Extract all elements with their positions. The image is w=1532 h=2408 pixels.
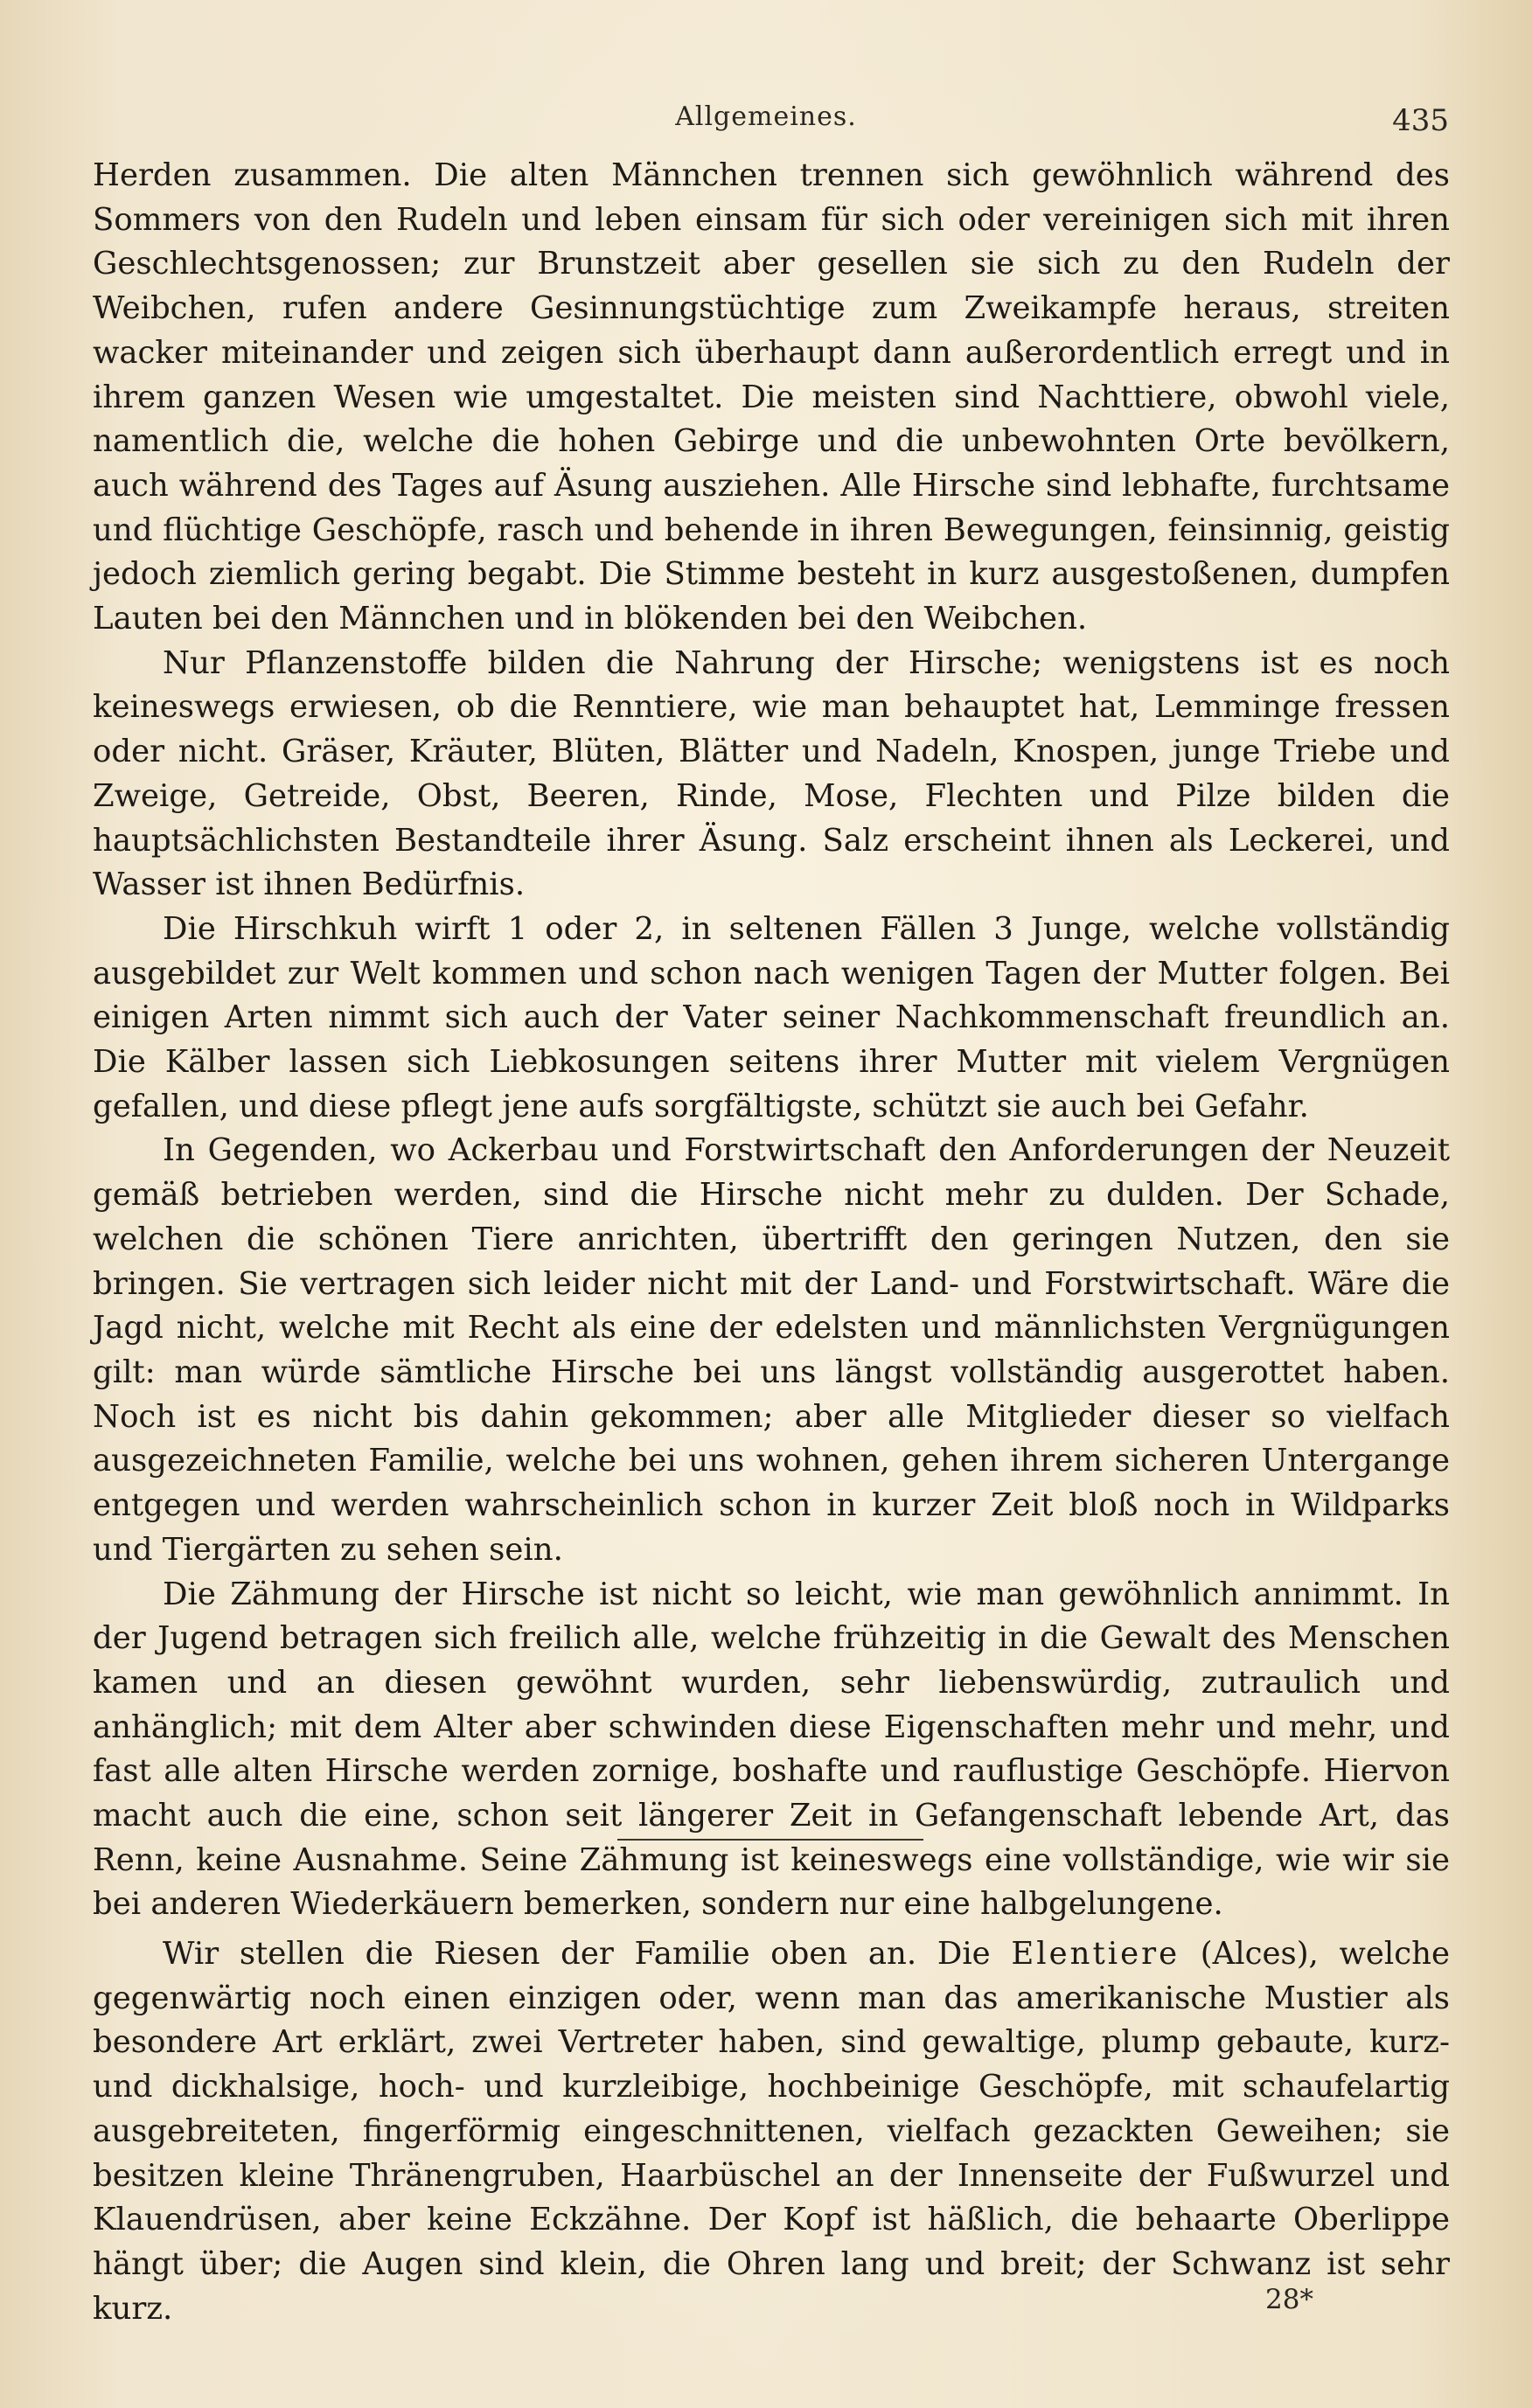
paragraph-1: Herden zusammen. Die alten Männchen trennen sich gewöhnlich während des Sommers von den Rudeln und leben einsam für sich oder vereinigen sich mit ihren Geschlechtsgenossen; zur Brunstzeit aber gesellen sie sich zu den Rudeln der Weibchen, rufen andere Gesinnungstüchtige zum Zweikampfe heraus, streiten wacker miteinander und zeigen sich überhaupt dann außerordentlich erregt und in ihrem ganzen Wesen wie umgestaltet. Die meisten sind Nachttiere, obwohl viele, namentlich die, welche die hohen Gebirge und die unbewohnten Orte bevölkern, auch während des Tages auf Äsung ausziehen. Alle Hirsche sind lebhafte, furchtsame und flüchtige Geschöpfe, rasch und behende in ihren Bewegungen, feinsinnig, geistig jedoch ziemlich gering begabt. Die Stimme besteht in kurz ausgestoßenen, dumpfen Lauten bei den Männchen und in blökenden bei den Weibchen. bbox=[93, 157, 1450, 637]
term-elentiere: Elentiere bbox=[1011, 1936, 1180, 1972]
main-text bbox=[93, 154, 1450, 1927]
signature-mark: 28* bbox=[1265, 2284, 1313, 2315]
paragraph-4: In Gegenden, wo Ackerbau und Forstwirtschaft den Anforderungen der Neuzeit gemäß betrieben werden, sind die Hirsche nicht mehr zu dulden. Der Schade, welchen die schönen Tiere anrichten, übertrifft den geringen Nutzen, den sie bringen. Sie vertragen sich leider nicht mit der Land- und Forstwirtschaft. Wäre die Jagd nicht, welche mit Recht als eine der edelsten und männlichsten Vergnügungen gilt: man würde sämtliche Hirsche bei uns längst vollständig ausgerottet haben. Noch ist es nicht bis dahin gekommen; aber alle Mitglieder dieser so vielfach ausgezeichneten Familie, welche bei uns wohnen, gehen ihrem sicheren Untergange entgegen und werden wahrscheinlich schon in kurzer Zeit bloß noch in Wildparks und Tiergärten zu sehen sein. bbox=[93, 1132, 1450, 1568]
running-head: Allgemeines. bbox=[675, 101, 857, 132]
paragraph-5: Die Zähmung der Hirsche ist nicht so leicht, wie man gewöhnlich annimmt. In der Jugend betragen sich freilich alle, welche frühzeitig in die Gewalt des Menschen kamen und an diesen gewöhnt wurden, sehr liebenswürdig, zutraulich und anhänglich; mit dem Alter aber schwinden diese Eigenschaften mehr und mehr, und fast alle alten Hirsche werden zornige, boshafte und rauflustige Geschöpfe. Hiervon macht auch die eine, schon seit längerer Zeit in Gefangenschaft lebende Art, das Renn, keine Ausnahme. Seine Zähmung ist keineswegs eine vollständige, wie wir sie bei anderen Wiederkäuern bemerken, sondern nur eine halbgelungene. bbox=[93, 1576, 1450, 1923]
paragraph-2: Nur Pflanzenstoffe bilden die Nahrung der Hirsche; wenigstens ist es noch keineswegs erwiesen, ob die Renntiere, wie man behauptet hat, Lemminge fressen oder nicht. Gräser, Kräuter, Blüten, Blätter und Nadeln, Knospen, junge Triebe und Zweige, Getreide, Obst, Beeren, Rinde, Mose, Flechten und Pilze bilden die hauptsächlichsten Bestandteile ihrer Äsung. Salz erscheint ihnen als Leckerei, und Wasser ist ihnen Bedürfnis. bbox=[93, 644, 1450, 903]
section-divider bbox=[617, 1839, 923, 1841]
paragraph-3: Die Hirschkuh wirft 1 oder 2, in seltenen Fällen 3 Junge, welche vollständig ausgebildet zur Welt kommen und schon nach wenigen Tagen der Mutter folgen. Bei einigen Arten nimmt sich auch der Vater seiner Nachkommenschaft freundlich an. Die Kälber lassen sich Liebkosungen seitens ihrer Mutter mit vielem Vergnügen gefallen, und diese pflegt jene aufs sorgfältigste, schützt sie auch bei Gefahr. bbox=[93, 910, 1450, 1124]
paragraph-6 bbox=[93, 1932, 1450, 2331]
page-number: 435 bbox=[1392, 103, 1449, 138]
paragraph-6-rest: , welche gegenwärtig noch einen einzigen oder, wenn man das amerikanische Mustier als besondere Art erklärt, zwei Vertreter haben, sind gewaltige, plump gebaute, kurz- und dickhalsige, hoch- und kurzleibige, hochbeinige Geschöpfe, mit schaufelartig ausgebreiteten, fingerförmig eingeschnittenen, vielfach gezackten Geweihen; sie besitzen kleine Thränengruben, Haarbüschel an der Innenseite der Fußwurzel und Klauendrüsen, aber keine Eckzähne. Der Kopf ist häßlich, die behaarte Oberlippe hängt über; die Augen sind klein, die Ohren lang und breit; der Schwanz ist sehr kurz. bbox=[93, 1936, 1450, 2327]
section-2-text bbox=[93, 1932, 1450, 2331]
term-latin: (Alces) bbox=[1180, 1936, 1309, 1972]
paragraph-6-lead: Wir stellen die Riesen der Familie oben an. Die bbox=[163, 1936, 1012, 1972]
